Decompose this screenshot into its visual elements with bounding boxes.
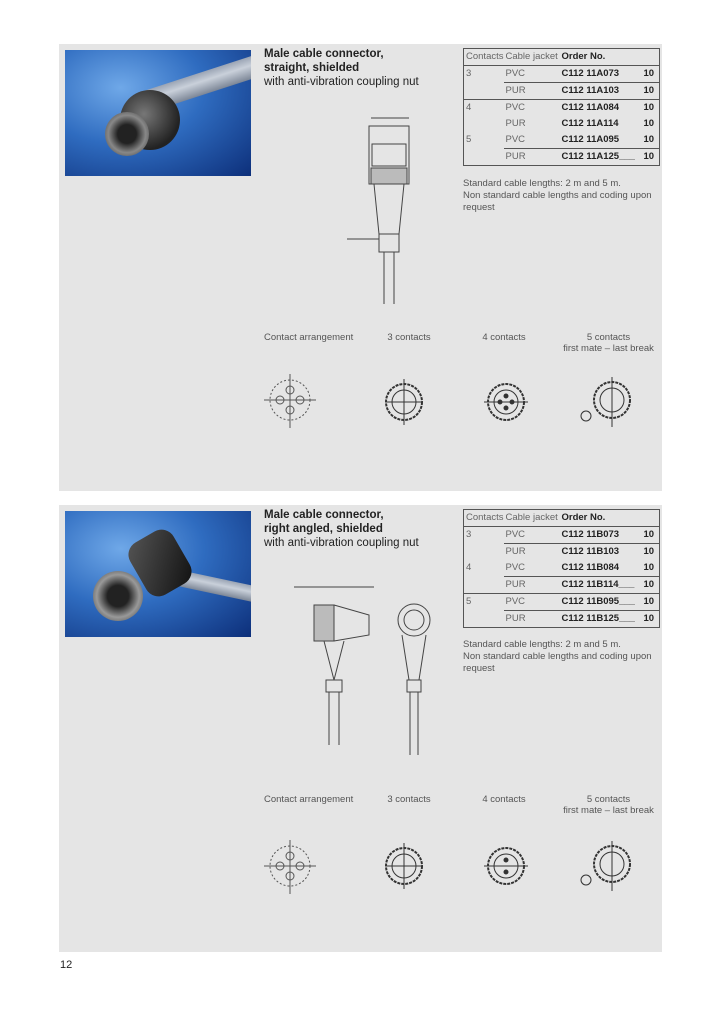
- table-row: PUR C112 11A114 10: [505, 118, 655, 129]
- product-title-line2: right angled, shielded: [264, 523, 383, 535]
- table-row: 5 PVC C112 11B095___ 10: [464, 594, 660, 611]
- page-number: 12: [60, 959, 73, 971]
- product-panel-right-angled: [59, 505, 662, 952]
- product-photo: [65, 50, 251, 176]
- header-order-no: Order No.: [560, 510, 642, 527]
- product-title-line2: straight, shielded: [264, 62, 360, 74]
- contact-arrangement-diagram: [264, 838, 324, 896]
- product-photo: [65, 511, 251, 637]
- product-panel-straight: [59, 44, 662, 491]
- table-row: PUR C112 11B103 10: [464, 544, 660, 561]
- header-order-no: Order No.: [560, 49, 642, 66]
- table-row: PUR C112 11A103 10: [464, 83, 660, 100]
- first-mate-note: first mate – last break: [563, 805, 654, 816]
- cable-length-note: Standard cable lengths: 2 m and 5 m. Non standard cable lengths and coding upon request: [463, 639, 652, 674]
- table-row: PUR C112 11B125___ 10: [464, 611, 660, 628]
- header-contacts: Contacts: [464, 510, 504, 527]
- contact-arrangement-diagram: [264, 372, 324, 430]
- label-5-contacts: 5 contacts first mate – last break: [563, 794, 654, 816]
- table-row: PUR C112 11A125___ 10: [464, 149, 660, 166]
- product-title-line1: Male cable connector,: [264, 509, 384, 521]
- header-cable-jacket: Cable jacket: [504, 510, 560, 527]
- table-row: 4 PVC C112 11B084 10: [466, 562, 655, 574]
- table-row: 3 PVC C112 11B073 10: [466, 529, 655, 541]
- product-title-line1: Male cable connector,: [264, 48, 384, 60]
- pin-diagram-5-contacts: [579, 374, 639, 430]
- order-table: [463, 509, 660, 628]
- first-mate-note: first mate – last break: [563, 343, 654, 354]
- label-3-contacts: 3 contacts: [387, 332, 431, 343]
- cable-length-note: Standard cable lengths: 2 m and 5 m. Non standard cable lengths and coding upon request: [463, 178, 652, 213]
- contact-arrangement-label: Contact arrangement: [264, 332, 354, 343]
- pin-diagram-3-contacts: [377, 374, 431, 430]
- table-row: 5 PVC C112 11A095 10: [466, 134, 655, 146]
- pin-diagram-5-contacts: [579, 838, 639, 894]
- dimension-drawing-straight: [319, 104, 439, 304]
- product-subtitle: with anti-vibration coupling nut: [264, 76, 419, 88]
- pin-diagram-4-contacts: [479, 374, 533, 430]
- table-row: 4 PVC C112 11A084 10: [464, 100, 660, 117]
- label-4-contacts: 4 contacts: [482, 332, 526, 343]
- header-contacts: Contacts: [464, 49, 504, 66]
- dimension-drawing-right-angled: [274, 575, 434, 775]
- contact-arrangement-label: Contact arrangement: [264, 794, 354, 805]
- label-3-contacts: 3 contacts: [387, 794, 431, 805]
- table-row: PUR C112 11B114___ 10: [464, 577, 660, 594]
- table-row: 3 PVC C112 11A073 10: [466, 68, 655, 80]
- product-subtitle: with anti-vibration coupling nut: [264, 537, 419, 549]
- pin-diagram-4-contacts: [479, 838, 533, 894]
- header-cable-jacket: Cable jacket: [504, 49, 560, 66]
- label-5-contacts: 5 contacts first mate – last break: [563, 332, 654, 354]
- pin-diagram-3-contacts: [377, 838, 431, 894]
- label-4-contacts: 4 contacts: [482, 794, 526, 805]
- order-table: [463, 48, 660, 166]
